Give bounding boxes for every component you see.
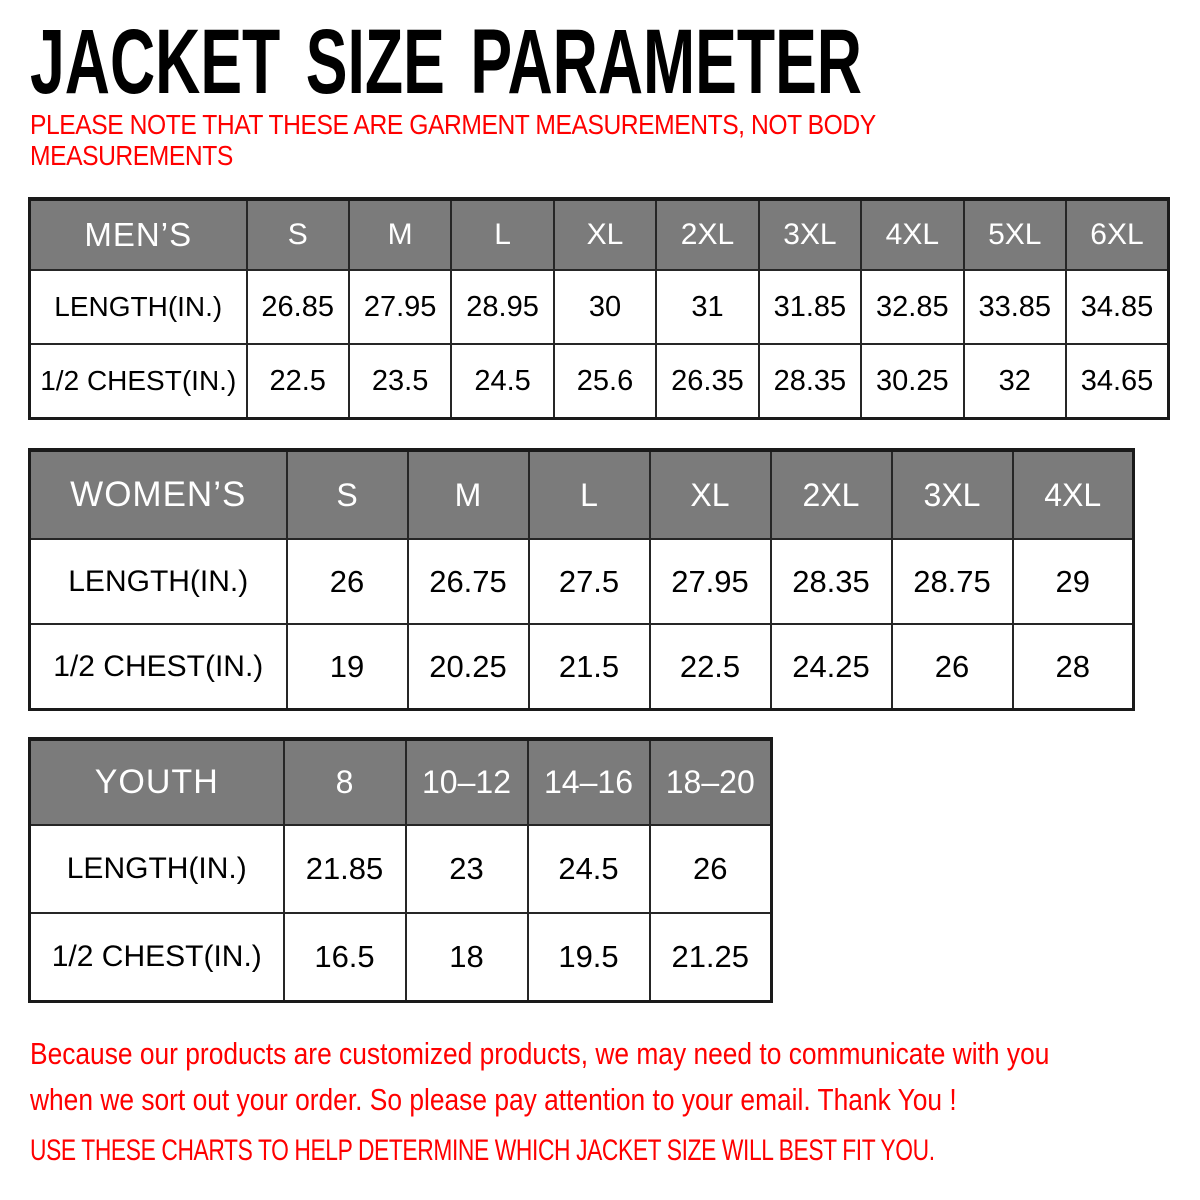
value-cell: 27.5 [529,539,650,624]
size-header-cell: L [451,199,553,270]
value-cell: 26.85 [247,270,349,344]
row-label-cell: LENGTH(IN.) [30,825,284,913]
mens-size-table-container [28,197,1170,420]
value-cell: 23 [406,825,528,913]
value-cell: 24.5 [528,825,650,913]
customization-notice [30,1031,1049,1123]
note-line-1: PLEASE NOTE THAT THESE ARE GARMENT MEASUREMENTS, NOT BODY [30,109,876,140]
size-header-cell: 10–12 [406,739,528,825]
value-cell: 18 [406,913,528,1002]
value-cell: 26.35 [656,344,758,419]
value-cell: 32.85 [861,270,963,344]
size-header-row [30,199,1169,270]
size-header-cell: M [349,199,451,270]
customization-notice-line-1: Because our products are customized products, we may need to communicate with you [30,1036,1050,1071]
size-header-cell: 14–16 [528,739,650,825]
size-header-cell: 3XL [759,199,861,270]
value-cell: 28.75 [892,539,1013,624]
value-cell: 26 [892,624,1013,710]
value-cell: 19 [287,624,408,710]
size-header-cell: 6XL [1066,199,1169,270]
value-cell: 21.25 [650,913,772,1002]
value-cell: 21.85 [284,825,406,913]
row-label-cell: 1/2 CHEST(IN.) [30,624,287,710]
size-table-mens [28,197,1170,420]
size-header-cell: 4XL [1013,450,1134,539]
youth-size-table-container [28,737,773,1003]
measurement-row [30,270,1169,344]
size-header-cell: 3XL [892,450,1013,539]
page-title: JACKET SIZE PARAMETER [30,11,862,113]
size-header-cell: 2XL [656,199,758,270]
size-header-cell: 2XL [771,450,892,539]
value-cell: 27.95 [349,270,451,344]
size-table-youth [28,737,773,1003]
customization-notice-line-2: when we sort out your order. So please pay attention to your email. Thank You ! [30,1082,957,1117]
garment-measurement-note [30,109,876,171]
measurement-row [30,825,772,913]
measurement-row [30,344,1169,419]
size-header-cell: M [408,450,529,539]
note-line-2: MEASUREMENTS [30,140,233,171]
measurement-row [30,913,772,1002]
value-cell: 33.85 [964,270,1066,344]
value-cell: 34.65 [1066,344,1169,419]
value-cell: 29 [1013,539,1134,624]
row-label-cell: 1/2 CHEST(IN.) [30,344,247,419]
table-title-cell-youth: YOUTH [30,739,284,825]
size-header-cell: 8 [284,739,406,825]
row-label-cell: LENGTH(IN.) [30,270,247,344]
value-cell: 19.5 [528,913,650,1002]
size-header-cell: L [529,450,650,539]
table-title-cell-womens: WOMEN’S [30,450,287,539]
value-cell: 31 [656,270,758,344]
value-cell: 22.5 [247,344,349,419]
size-header-cell: S [247,199,349,270]
value-cell: 26 [287,539,408,624]
value-cell: 22.5 [650,624,771,710]
value-cell: 27.95 [650,539,771,624]
value-cell: 28.35 [771,539,892,624]
value-cell: 32 [964,344,1066,419]
value-cell: 21.5 [529,624,650,710]
value-cell: 30 [554,270,656,344]
size-header-row [30,739,772,825]
value-cell: 26 [650,825,772,913]
size-header-cell: S [287,450,408,539]
row-label-cell: 1/2 CHEST(IN.) [30,913,284,1002]
size-header-row [30,450,1134,539]
value-cell: 25.6 [554,344,656,419]
chart-usage-advice: USE THESE CHARTS TO HELP DETERMINE WHICH JACKET SIZE WILL BEST FIT YOU. [30,1134,935,1167]
size-header-cell: XL [554,199,656,270]
size-table-womens [28,448,1135,711]
size-header-cell: XL [650,450,771,539]
value-cell: 34.85 [1066,270,1169,344]
value-cell: 26.75 [408,539,529,624]
table-title-cell-mens: MEN’S [30,199,247,270]
value-cell: 16.5 [284,913,406,1002]
value-cell: 24.5 [451,344,553,419]
value-cell: 30.25 [861,344,963,419]
value-cell: 24.25 [771,624,892,710]
value-cell: 28 [1013,624,1134,710]
value-cell: 23.5 [349,344,451,419]
size-header-cell: 18–20 [650,739,772,825]
value-cell: 20.25 [408,624,529,710]
size-header-cell: 5XL [964,199,1066,270]
value-cell: 28.95 [451,270,553,344]
row-label-cell: LENGTH(IN.) [30,539,287,624]
size-header-cell: 4XL [861,199,963,270]
value-cell: 28.35 [759,344,861,419]
value-cell: 31.85 [759,270,861,344]
measurement-row [30,539,1134,624]
womens-size-table-container [28,448,1135,711]
measurement-row [30,624,1134,710]
